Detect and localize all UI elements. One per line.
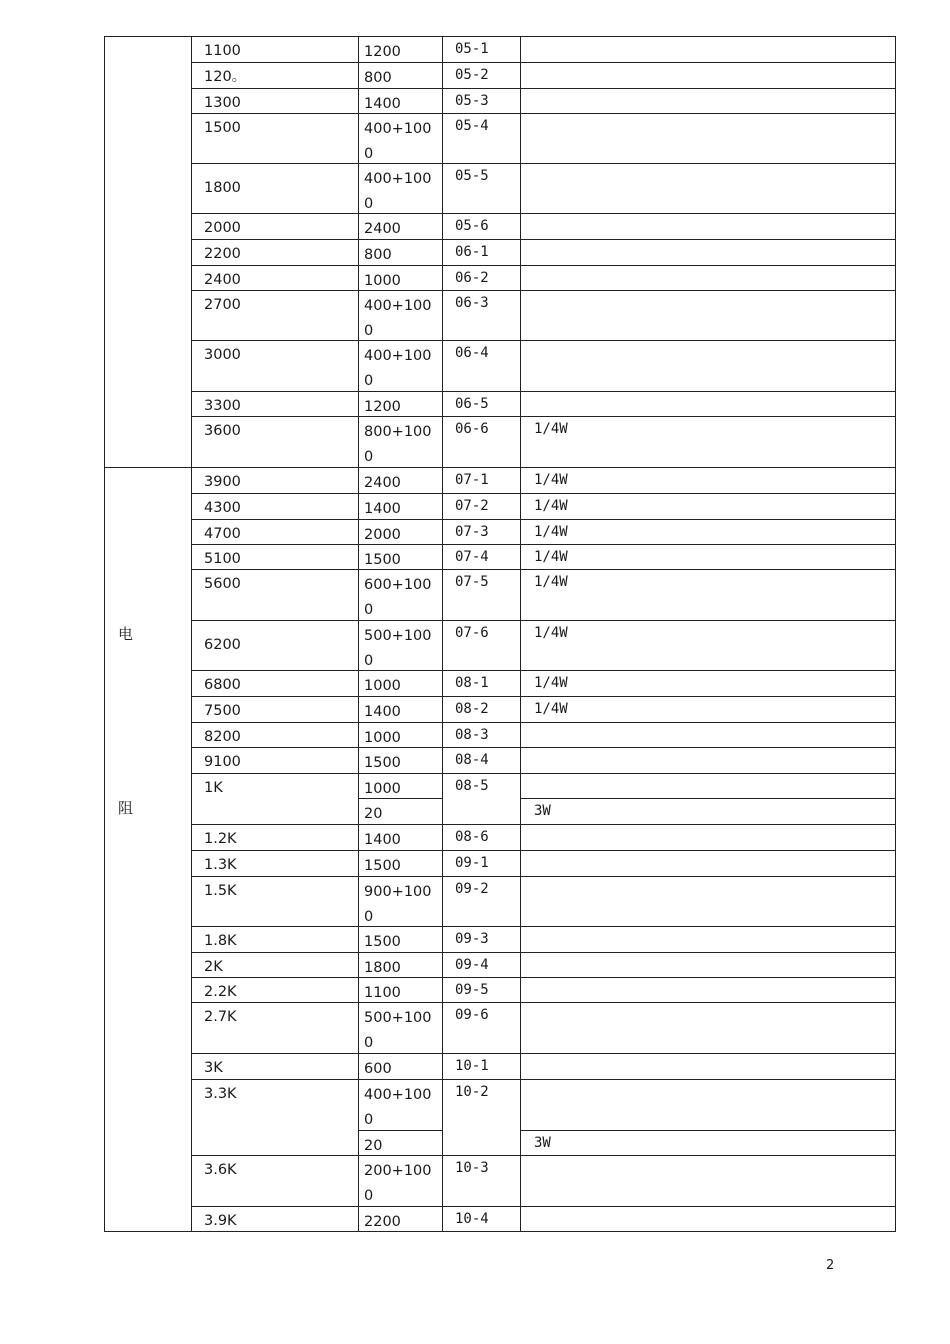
power-note: 1/4W [534,421,568,437]
quantity-line: 0 [364,1035,374,1051]
row-divider [191,340,896,341]
resistance-value: 2400 [204,272,241,288]
part-code: 07-4 [455,549,489,565]
row-divider [191,1206,896,1207]
resistance-value: 1K [204,780,223,796]
power-note: 1/4W [534,472,568,488]
note-sub-divider [520,1130,896,1131]
part-code: 08-1 [455,675,489,691]
part-code: 07-2 [455,498,489,514]
resistance-value: 4700 [204,526,241,542]
quantity-line: 400+100 [364,121,432,137]
quantity-line: 1500 [364,552,401,568]
quantity-line: 800+100 [364,424,432,440]
quantity-line: 600 [364,1061,392,1077]
quantity-line: 400+100 [364,1087,432,1103]
resistance-value: 3900 [204,474,241,490]
quantity-line: 1500 [364,934,401,950]
power-note: 1/4W [534,498,568,514]
part-code: 09-5 [455,982,489,998]
column-border-0 [104,36,105,1232]
part-code: 09-2 [455,881,489,897]
row-divider [191,952,896,953]
row-divider [191,1079,896,1080]
quantity-line: 2000 [364,527,401,543]
part-code: 06-1 [455,244,489,260]
row-divider [191,163,896,164]
part-code: 10-4 [455,1211,489,1227]
power-note: 3W [534,1135,551,1151]
resistance-value: 1.3K [204,857,237,873]
row-divider [191,88,896,89]
resistance-value: 2K [204,959,223,975]
resistance-value: 4300 [204,500,241,516]
quantity-line: 0 [364,602,374,618]
quantity-line: 0 [364,653,374,669]
resistance-value: 3K [204,1060,223,1076]
quantity-line: 0 [364,146,374,162]
quantity-line: 1500 [364,755,401,771]
quantity-line: 1400 [364,501,401,517]
resistance-value: 3.6K [204,1162,237,1178]
quantity-line: 400+100 [364,298,432,314]
quantity-line: 400+100 [364,348,432,364]
quantity-line: 1400 [364,704,401,720]
quantity-line: 2200 [364,1214,401,1230]
power-note: 1/4W [534,625,568,641]
resistance-value: 5100 [204,551,241,567]
quantity-line: 0 [364,449,374,465]
quantity-line: 1200 [364,44,401,60]
power-note: 1/4W [534,549,568,565]
quantity-line: 0 [364,196,374,212]
power-note: 3W [534,803,551,819]
part-code: 10-2 [455,1084,489,1100]
resistance-value: 1100 [204,43,241,59]
resistance-value: 6800 [204,677,241,693]
part-code: 10-3 [455,1160,489,1176]
resistance-value: 1500 [204,120,241,136]
category-label-1: 电 [118,625,134,643]
category-label-2: 阻 [118,799,134,817]
resistance-value: 2.2K [204,984,237,1000]
resistance-value: 3.9K [204,1213,237,1229]
part-code: 06-5 [455,396,489,412]
row-divider [191,62,896,63]
part-code: 06-4 [455,345,489,361]
row-divider [191,850,896,851]
row-divider [191,265,896,266]
quantity-line: 200+100 [364,1163,432,1179]
resistance-value: 1.2K [204,831,237,847]
part-code: 09-6 [455,1007,489,1023]
part-code: 05-1 [455,41,489,57]
row-divider [191,290,896,291]
resistance-value: 2.7K [204,1009,237,1025]
table-top-border [104,36,896,37]
part-code: 05-2 [455,67,489,83]
quantity-line: 500+100 [364,1010,432,1026]
resistance-value: 2200 [204,246,241,262]
page-number: 2 [826,1258,835,1273]
quantity-line: 20 [364,1138,383,1154]
part-code: 05-3 [455,93,489,109]
quantity-line: 1200 [364,399,401,415]
row-divider [191,824,896,825]
power-note: 1/4W [534,574,568,590]
resistance-value: 3.3K [204,1086,237,1102]
part-code: 08-3 [455,727,489,743]
resistance-value: 2700 [204,297,241,313]
row-divider [191,113,896,114]
quantity-line: 20 [364,806,383,822]
resistance-value: 6200 [204,637,241,653]
part-code: 09-3 [455,931,489,947]
resistance-value: 7500 [204,703,241,719]
part-code: 08-4 [455,752,489,768]
row-divider [191,1155,896,1156]
part-code: 05-6 [455,218,489,234]
note-sub-divider [520,798,896,799]
part-code: 06-3 [455,295,489,311]
row-divider [191,926,896,927]
resistance-value: 120。 [204,69,247,85]
row-divider [191,876,896,877]
quantity-line: 400+100 [364,171,432,187]
quantity-line: 0 [364,1112,374,1128]
row-divider [191,747,896,748]
row-divider [191,773,896,774]
row-divider [191,213,896,214]
part-code: 07-6 [455,625,489,641]
part-code: 08-2 [455,701,489,717]
row-divider [191,722,896,723]
quantity-line: 0 [364,373,374,389]
resistance-value: 9100 [204,754,241,770]
part-code: 07-5 [455,574,489,590]
category-divider [104,467,191,468]
resistance-value: 1.8K [204,933,237,949]
part-code: 10-1 [455,1058,489,1074]
row-divider [191,977,896,978]
part-code: 09-4 [455,957,489,973]
part-code: 06-2 [455,270,489,286]
quantity-line: 1400 [364,96,401,112]
quantity-line: 1000 [364,781,401,797]
quantity-line: 800 [364,247,392,263]
resistance-value: 3300 [204,398,241,414]
power-note: 1/4W [534,524,568,540]
quantity-line: 1100 [364,985,401,1001]
row-divider [191,391,896,392]
quantity-line: 1500 [364,858,401,874]
resistance-value: 3600 [204,423,241,439]
part-code: 07-3 [455,524,489,540]
power-note: 1/4W [534,701,568,717]
part-code: 05-4 [455,118,489,134]
part-code: 06-6 [455,421,489,437]
quantity-line: 2400 [364,221,401,237]
quantity-line: 2400 [364,475,401,491]
resistance-value: 3000 [204,347,241,363]
quantity-line: 0 [364,323,374,339]
resistance-value: 1300 [204,95,241,111]
part-code: 05-5 [455,168,489,184]
resistance-value: 5600 [204,576,241,592]
quantity-line: 600+100 [364,577,432,593]
resistance-value: 1.5K [204,883,237,899]
part-code: 08-5 [455,778,489,794]
power-note: 1/4W [534,675,568,691]
quantity-line: 1000 [364,678,401,694]
part-code: 09-1 [455,855,489,871]
quantity-line: 800 [364,70,392,86]
quantity-line: 500+100 [364,628,432,644]
quantity-line: 1000 [364,273,401,289]
row-divider [191,1002,896,1003]
row-divider [191,239,896,240]
resistance-value: 8200 [204,729,241,745]
quantity-line: 900+100 [364,884,432,900]
quantity-line: 1000 [364,730,401,746]
part-code: 08-6 [455,829,489,845]
quantity-line: 1400 [364,832,401,848]
quantity-line: 0 [364,909,374,925]
resistance-value: 2000 [204,220,241,236]
row-divider [191,1053,896,1054]
quantity-line: 0 [364,1188,374,1204]
resistance-value: 1800 [204,180,241,196]
part-code: 07-1 [455,472,489,488]
quantity-line: 1800 [364,960,401,976]
